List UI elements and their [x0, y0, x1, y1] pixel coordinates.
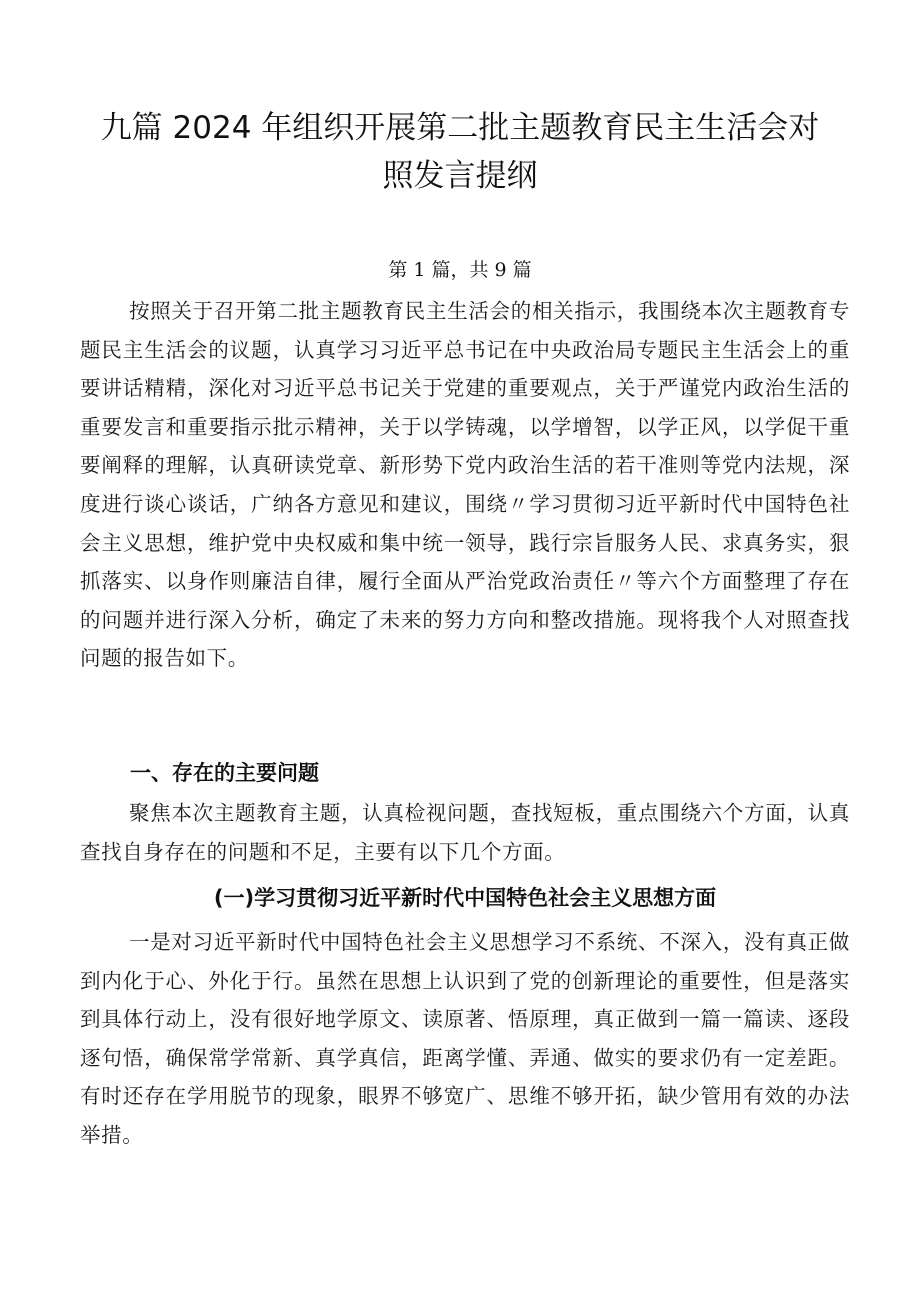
document-title — [60, 104, 860, 200]
point-one-paragraph: 一是对习近平新时代中国特色社会主义思想学习不系统、不深入，没有真正做到内化于心、外化于行。虽然在思想上认识到了党的创新理论的重要性，但是落实到具体行动上，没有很好地学原文、读原著、悟原理，真正做到一篇一篇读、逐段逐句悟，确保常学常新、真学真信，距离学懂、弄通、做实的要求仍有一定差距。有时还存在学用脱节的现象，眼界不够宽广、思维不够开拓，缺少管用有效的办法举措。 — [80, 930, 850, 1147]
intro-paragraph: 按照关于召开第二批主题教育民主生活会的相关指示，我围绕本次主题教育专题民主生活会的议题，认真学习习近平总书记在中央政治局专题民主生活会上的重要讲话精精，深化对习近平总书记关于党建的重要观点，关于严谨党内政治生活的重要发言和重要指示批示精神，关于以学铸魂，以学增智，以学正风，以学促干重要阐释的理解，认真研读党章、新形势下党内政治生活的若干准则等党内法规，深度进行谈心谈话，广纳各方意见和建议，围绕〃学习贯彻习近平新时代中国特色社会主义思想，维护党中央权威和集中统一领导，践行宗旨服务人民、求真务实，狠抓落实、以身作则廉洁自律，履行全面从严治党政治责任〃等六个方面整理了存在的问题并进行深入分析，确定了未来的努力方向和整改措施。现将我个人对照查找问题的报告如下。 — [80, 299, 850, 671]
subsection-heading-study: (一)学习贯彻习近平新时代中国特色社会主义思想方面 — [213, 886, 717, 910]
section-heading-problems: 一、存在的主要问题 — [130, 761, 319, 785]
part-indicator: 第 1 篇，共 9 篇 — [388, 259, 532, 281]
document-title-line-1: 九篇 2024 年组织开展第二批主题教育民主生活会对 — [100, 110, 820, 146]
section-intro-paragraph: 聚焦本次主题教育主题，认真检视问题，查找短板，重点围绕六个方面，认真查找自身存在的问题和不足，主要有以下几个方面。 — [80, 801, 850, 864]
document-title-line-2: 照发言提纲 — [382, 158, 538, 194]
